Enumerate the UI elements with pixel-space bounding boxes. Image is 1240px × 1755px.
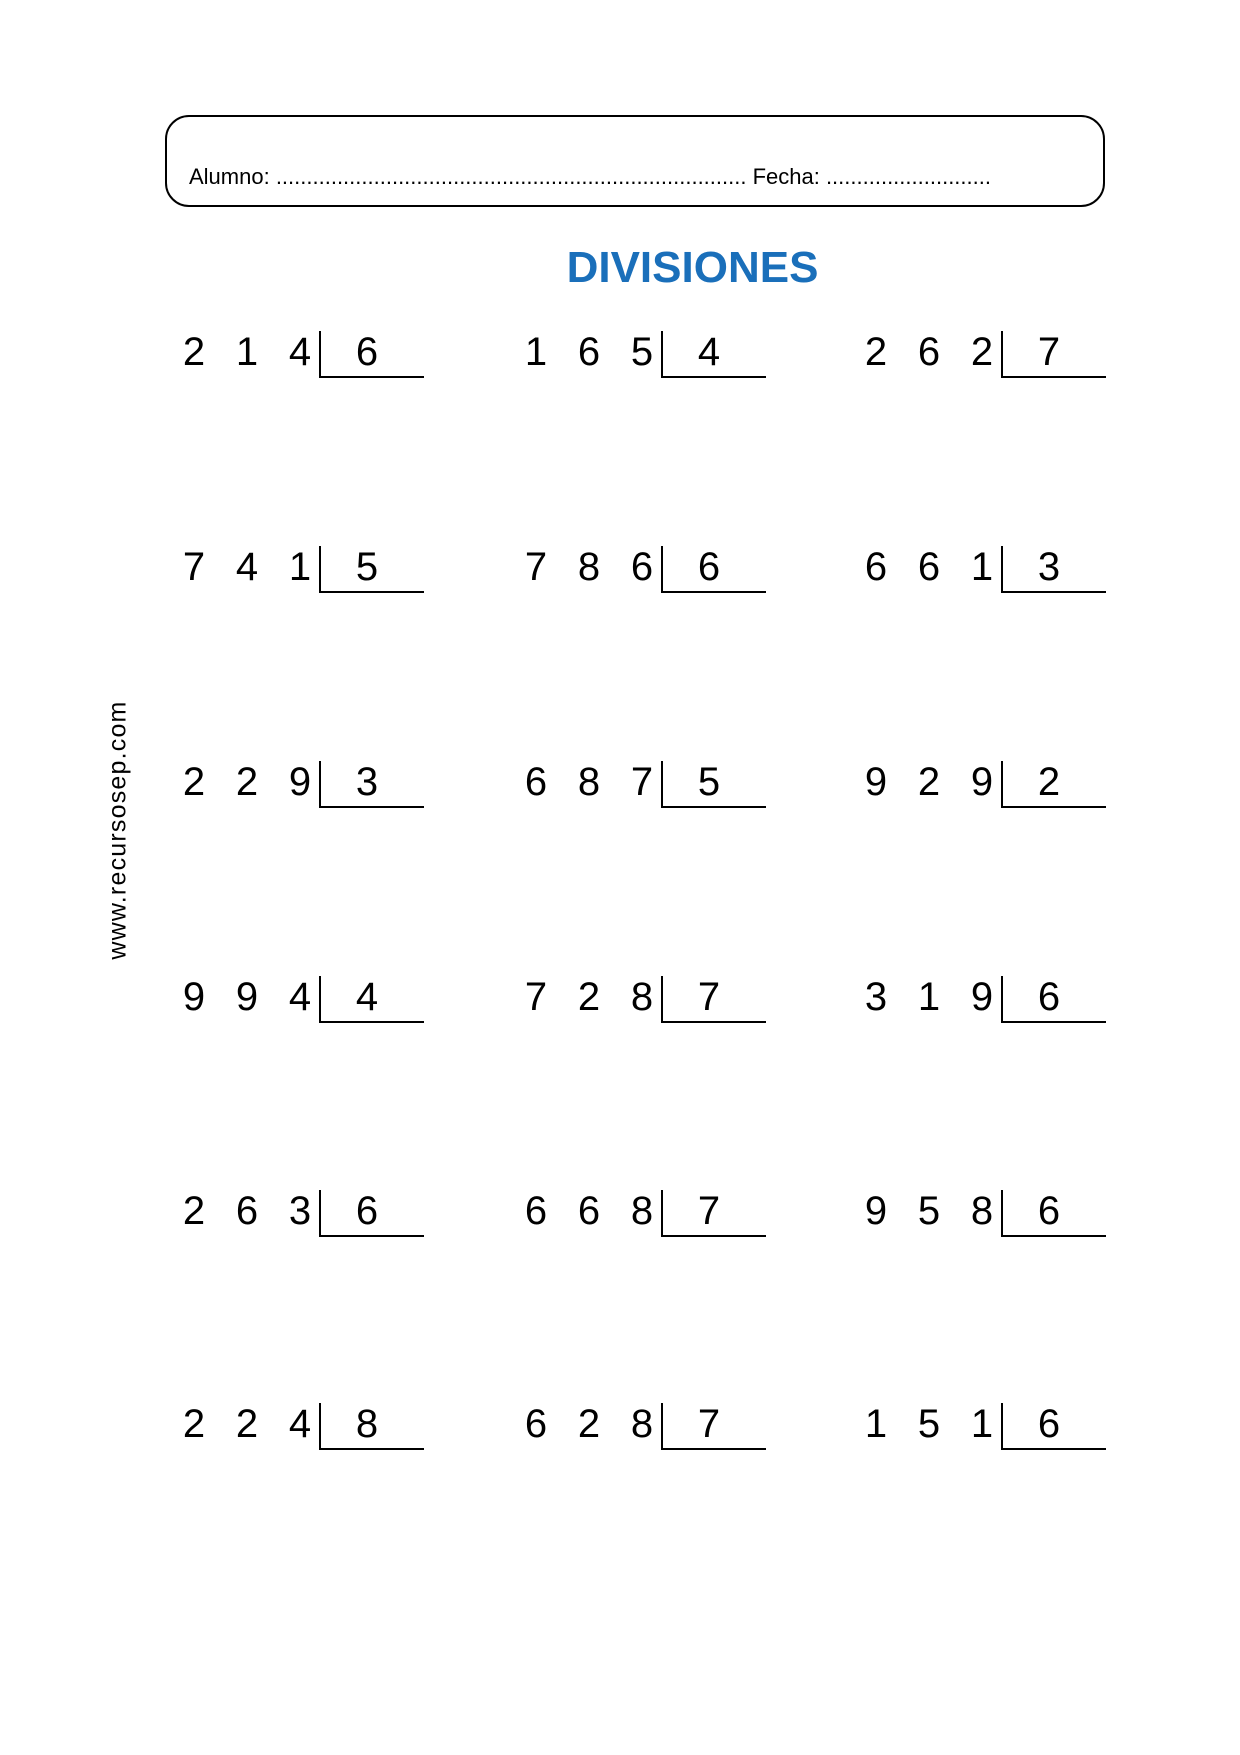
dividend-digit: 4 — [288, 330, 312, 374]
divisor: 7 — [697, 975, 721, 1019]
dividend-digit: 1 — [864, 1402, 888, 1446]
website-watermark: www.recursosep.com — [103, 700, 132, 960]
dividend-digit: 7 — [182, 545, 206, 589]
division-problem — [178, 543, 448, 603]
divisor: 8 — [355, 1402, 379, 1446]
divisor: 6 — [355, 1189, 379, 1233]
divisor: 5 — [355, 545, 379, 589]
division-problem — [520, 543, 790, 603]
dividend-digit: 8 — [970, 1189, 994, 1233]
dividend-digit: 4 — [235, 545, 259, 589]
dividend-digit: 6 — [524, 760, 548, 804]
dividend-digit: 2 — [970, 330, 994, 374]
dividend-digit: 9 — [970, 760, 994, 804]
dividend-digit: 2 — [235, 760, 259, 804]
dividend-digit: 2 — [182, 1189, 206, 1233]
divisor: 5 — [697, 760, 721, 804]
division-problem — [520, 1187, 790, 1247]
division-problem — [178, 758, 448, 818]
divisor: 6 — [697, 545, 721, 589]
divisor: 6 — [355, 330, 379, 374]
dividend-digit: 2 — [864, 330, 888, 374]
division-problem — [860, 973, 1130, 1033]
dividend-digit: 9 — [970, 975, 994, 1019]
divisor: 6 — [1037, 975, 1061, 1019]
dividend-digit: 1 — [288, 545, 312, 589]
dividend-digit: 9 — [182, 975, 206, 1019]
dividend-digit: 5 — [630, 330, 654, 374]
dividend-digit: 6 — [577, 330, 601, 374]
dividend-digit: 1 — [917, 975, 941, 1019]
dividend-digit: 2 — [182, 330, 206, 374]
dividend-digit: 5 — [917, 1402, 941, 1446]
division-problem — [178, 328, 448, 388]
dividend-digit: 3 — [288, 1189, 312, 1233]
division-problem — [520, 758, 790, 818]
division-problem — [520, 1400, 790, 1460]
dividend-digit: 6 — [524, 1402, 548, 1446]
dividend-digit: 2 — [917, 760, 941, 804]
divisor: 6 — [1037, 1402, 1061, 1446]
division-problem — [520, 973, 790, 1033]
dividend-digit: 8 — [577, 760, 601, 804]
student-date-line: Alumno: ............................................................................. Fecha: ........................... — [189, 164, 991, 189]
division-problem — [178, 973, 448, 1033]
division-problem — [860, 1400, 1130, 1460]
dividend-digit: 2 — [577, 975, 601, 1019]
dividend-digit: 1 — [235, 330, 259, 374]
divisor: 3 — [1037, 545, 1061, 589]
division-problem — [860, 543, 1130, 603]
dividend-digit: 8 — [630, 1402, 654, 1446]
dividend-digit: 2 — [182, 1402, 206, 1446]
dividend-digit: 6 — [524, 1189, 548, 1233]
division-problem — [860, 328, 1130, 388]
divisor: 4 — [697, 330, 721, 374]
divisor: 4 — [355, 975, 379, 1019]
divisor: 3 — [355, 760, 379, 804]
dividend-digit: 1 — [970, 1402, 994, 1446]
division-problem — [178, 1400, 448, 1460]
dividend-digit: 1 — [524, 330, 548, 374]
dividend-digit: 7 — [524, 545, 548, 589]
dividend-digit: 6 — [577, 1189, 601, 1233]
dividend-digit: 8 — [577, 545, 601, 589]
division-problem — [860, 758, 1130, 818]
dividend-digit: 5 — [917, 1189, 941, 1233]
dividend-digit: 7 — [524, 975, 548, 1019]
dividend-digit: 6 — [917, 545, 941, 589]
division-problem — [178, 1187, 448, 1247]
divisor: 7 — [697, 1402, 721, 1446]
dividend-digit: 4 — [288, 1402, 312, 1446]
dividend-digit: 9 — [864, 1189, 888, 1233]
divisor: 2 — [1037, 760, 1061, 804]
dividend-digit: 4 — [288, 975, 312, 1019]
divisor: 7 — [697, 1189, 721, 1233]
dividend-digit: 9 — [235, 975, 259, 1019]
page-title: DIVISIONES — [566, 243, 819, 292]
division-problem — [520, 328, 790, 388]
dividend-digit: 2 — [577, 1402, 601, 1446]
dividend-digit: 1 — [970, 545, 994, 589]
dividend-digit: 6 — [235, 1189, 259, 1233]
dividend-digit: 6 — [917, 330, 941, 374]
dividend-digit: 3 — [864, 975, 888, 1019]
dividend-digit: 2 — [182, 760, 206, 804]
dividend-digit: 9 — [288, 760, 312, 804]
dividend-digit: 2 — [235, 1402, 259, 1446]
dividend-digit: 6 — [630, 545, 654, 589]
divisor: 7 — [1037, 330, 1061, 374]
dividend-digit: 8 — [630, 975, 654, 1019]
dividend-digit: 9 — [864, 760, 888, 804]
division-problem — [860, 1187, 1130, 1247]
dividend-digit: 6 — [864, 545, 888, 589]
divisor: 6 — [1037, 1189, 1061, 1233]
dividend-digit: 7 — [630, 760, 654, 804]
dividend-digit: 8 — [630, 1189, 654, 1233]
